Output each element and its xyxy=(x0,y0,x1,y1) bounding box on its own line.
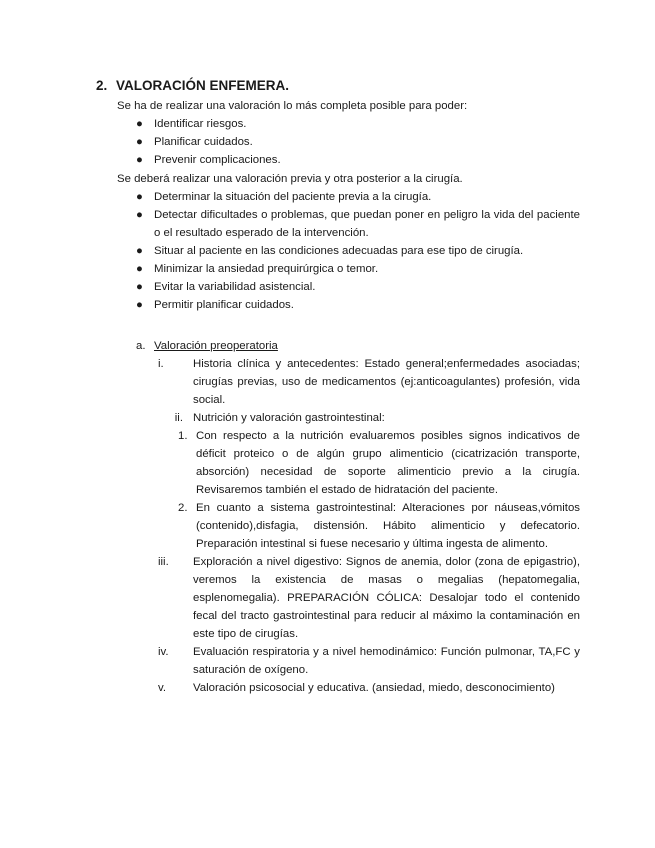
item-marker: 1. xyxy=(178,430,188,442)
item-marker: ii. xyxy=(174,412,183,424)
bullet-icon: ● xyxy=(136,299,143,311)
bullet-list-1 xyxy=(136,115,580,169)
list-item: ● Minimizar la ansiedad prequirúrgica o temor. xyxy=(136,260,580,278)
list-item: 2. En cuanto a sistema gastrointestinal: Alteraciones por náuseas,vómitos (contenido),disfagia, distensión. Hábito alimenticio y defecatorio. Preparación intestinal si fuese necesario y última ingesta de alimento. xyxy=(158,499,580,553)
section-title: VALORACIÓN ENFEMERA. xyxy=(116,78,290,93)
bullet-icon: ● xyxy=(136,136,143,148)
intro-paragraph-2: Se deberá realizar una valoración previa y otra posterior a la cirugía. xyxy=(117,173,463,185)
bullet-icon: ● xyxy=(136,209,143,221)
list-item: ● Detectar dificultades o problemas, que puedan poner en peligro la vida del paciente o el resultado esperado de la intervención. xyxy=(136,206,580,242)
intro-paragraph-1: Se ha de realizar una valoración lo más completa posible para poder: xyxy=(117,100,468,112)
section-number: 2. xyxy=(96,78,108,93)
item-marker: v. xyxy=(158,682,167,694)
list-item: ● Situar al paciente en las condiciones adecuadas para ese tipo de cirugía. xyxy=(136,242,580,260)
list-item: ● Prevenir complicaciones. xyxy=(136,151,580,169)
list-item: ● Identificar riesgos. xyxy=(136,115,580,133)
item-marker: iii. xyxy=(158,556,169,568)
list-item: ● Determinar la situación del paciente previa a la cirugía. xyxy=(136,188,580,206)
section-heading xyxy=(96,77,289,95)
bullet-list-2 xyxy=(136,188,580,314)
bullet-icon: ● xyxy=(136,191,143,203)
list-item: iv. Evaluación respiratoria y a nivel hemodinámico: Función pulmonar, TA,FC y saturación de oxígeno. xyxy=(158,643,580,679)
subsection-title: Valoración preoperatoria xyxy=(154,340,278,352)
bullet-icon: ● xyxy=(136,154,143,166)
subsection-a xyxy=(136,337,580,355)
list-item: ii. Nutrición y valoración gastrointestinal: xyxy=(158,409,580,427)
item-marker: 2. xyxy=(178,502,188,514)
bullet-icon: ● xyxy=(136,281,143,293)
roman-list xyxy=(158,355,580,697)
list-item: 1. Con respecto a la nutrición evaluaremos posibles signos indicativos de déficit proteico o de algún grupo alimenticio (cicatrización transporte, absorción) necesidad de soporte alimenticio previo a la cirugía. Revisaremos también el estado de hidratación del paciente. xyxy=(158,427,580,499)
subsection-marker: a. xyxy=(136,340,146,352)
bullet-icon: ● xyxy=(136,118,143,130)
list-item: iii. Exploración a nivel digestivo: Signos de anemia, dolor (zona de epigastrio), veremos la existencia de masas o megalias (hepatomegalia, esplenomegalia). PREPARACIÓN CÓLICA: Desalojar todo el contenido fecal del tracto gastrointestinal para reducir al máximo la contaminación en este tipo de cirugías. xyxy=(158,553,580,643)
list-item: ● Permitir planificar cuidados. xyxy=(136,296,580,314)
item-marker: i. xyxy=(158,358,164,370)
list-item: i. Historia clínica y antecedentes: Estado general;enfermedades asociadas; cirugías previas, uso de medicamentos (ej:anticoagulantes) profesión, vida social. xyxy=(158,355,580,409)
bullet-icon: ● xyxy=(136,263,143,275)
bullet-icon: ● xyxy=(136,245,143,257)
list-item: ● Planificar cuidados. xyxy=(136,133,580,151)
list-item: ● Evitar la variabilidad asistencial. xyxy=(136,278,580,296)
arabic-list xyxy=(158,427,580,553)
list-item: v. Valoración psicosocial y educativa. (ansiedad, miedo, desconocimiento) xyxy=(158,679,580,697)
item-marker: iv. xyxy=(158,646,169,658)
